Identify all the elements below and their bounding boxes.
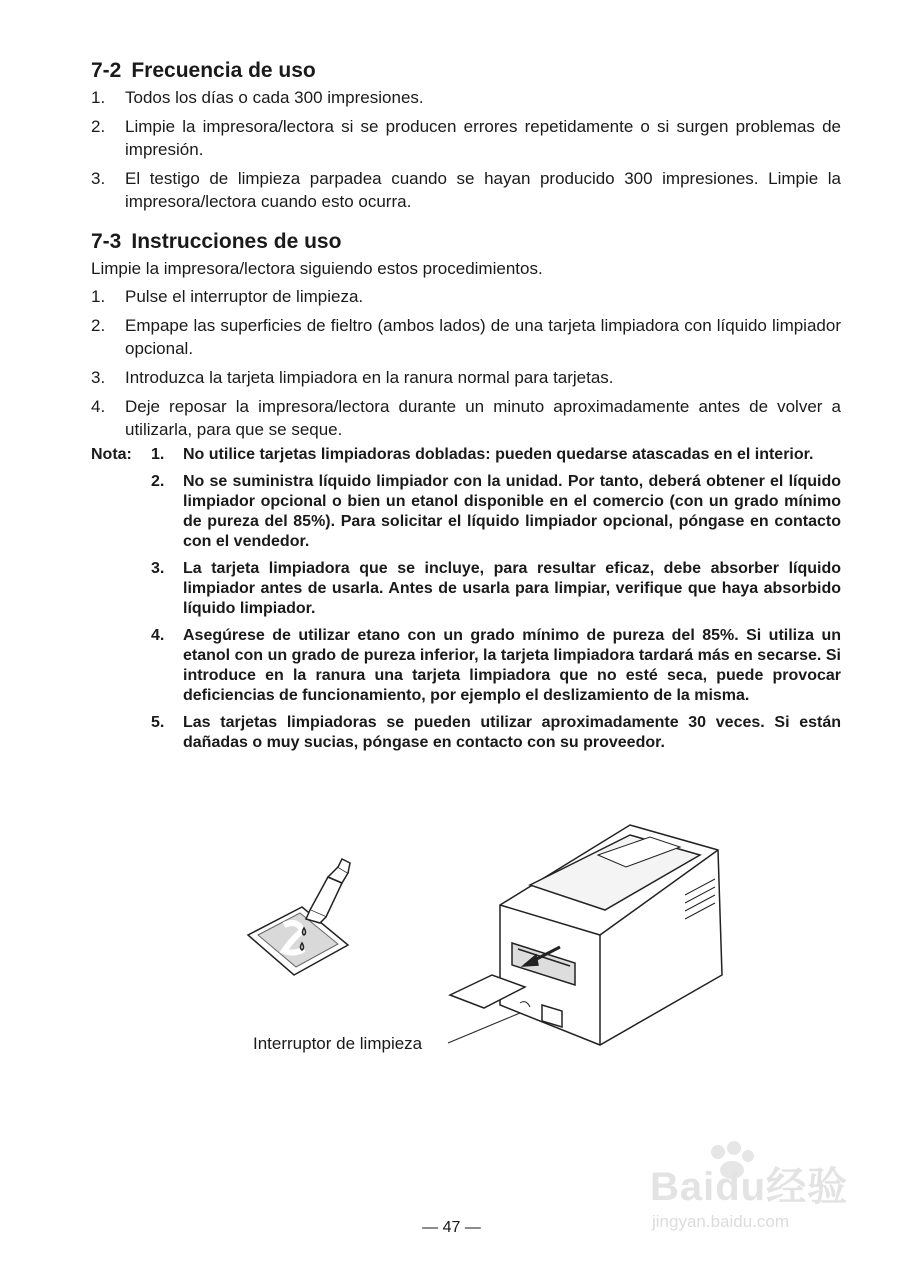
printer-reader [450, 825, 722, 1045]
figure-caption: Interruptor de limpieza [253, 1034, 423, 1053]
watermark-url: jingyan.baidu.com [652, 1212, 790, 1231]
list-item: 2. Empape las superficies de fieltro (ambos lados) de una tarjeta limpiadora con líquido limpiador opcional. [91, 316, 841, 358]
list-item: 3. Introduzca la tarjeta limpiadora en la ranura normal para tarjetas. [91, 368, 614, 387]
list-item: 1. Pulse el interruptor de limpieza. [91, 287, 364, 306]
note-item: 5. Las tarjetas limpiadoras se pueden utilizar aproximadamente 30 veces. Si están dañadas o muy sucias, póngase en contacto con su proveedor. [151, 714, 841, 751]
watermark-brand: Baidu经验 [650, 1165, 849, 1209]
section-title: Frecuencia de uso [131, 59, 316, 82]
instructions-list [91, 285, 841, 447]
list-item: 2. Limpie la impresora/lectora si se producen errores repetidamente o si surgen problemas de impresión. [91, 117, 841, 159]
section-number: 7-3 [91, 230, 122, 253]
caption-leader-line [448, 1013, 520, 1043]
list-item: 1. Todos los días o cada 300 impresiones. [91, 88, 424, 107]
note-item: 3. La tarjeta limpiadora que se incluye, para resultar eficaz, debe absorber líquido limpiador antes de usarla. Antes de usarla para limpiar, verifique que haya absorbido líquido limpiador. [151, 560, 841, 617]
note-item: 2. No se suministra líquido limpiador con la unidad. Por tanto, deberá obtener el líquido limpiador opcional o bien un etanol disponible en el comercio (con un grado mínimo de pureza del 85%). Para solicitar el líquido limpiador opcional, póngase en contacto con el vendedor. [151, 473, 841, 550]
notes-list [151, 445, 841, 760]
section-intro: Limpie la impresora/lectora siguiendo estos procedimientos. [91, 259, 543, 278]
list-item: 3. El testigo de limpieza parpadea cuando se hayan producido 300 impresiones. Limpie la impresora/lectora cuando esto ocurra. [91, 169, 841, 211]
note-item: 4. Asegúrese de utilizar etano con un grado mínimo de pureza del 85%. Si utiliza un etanol con un grado de pureza inferior, la tarjeta limpiadora tardará más en secarse. Si introduce en la ranura una tarjeta limpiadora que no esté seca, puede provocar deficiencias de funcionamiento, por ejemplo el deslizamiento de la misma. [151, 627, 841, 704]
section-heading-7-2 [91, 59, 316, 83]
note-item: 1. No utilice tarjetas limpiadoras dobladas: pueden quedarse atascadas en el interior. [151, 446, 814, 463]
frequency-list [91, 86, 841, 219]
section-number: 7-2 [91, 59, 122, 82]
section-heading-7-3 [91, 230, 341, 254]
cleaning-card-with-bottle [248, 859, 350, 975]
note-label: Nota: [91, 446, 132, 463]
list-item: 4. Deje reposar la impresora/lectora durante un minuto aproximadamente antes de volver a utilizarla, para que se seque. [91, 397, 841, 439]
page-number: — 47 — [422, 1219, 481, 1236]
baidu-watermark [640, 1140, 870, 1240]
section-title: Instrucciones de uso [131, 230, 342, 253]
